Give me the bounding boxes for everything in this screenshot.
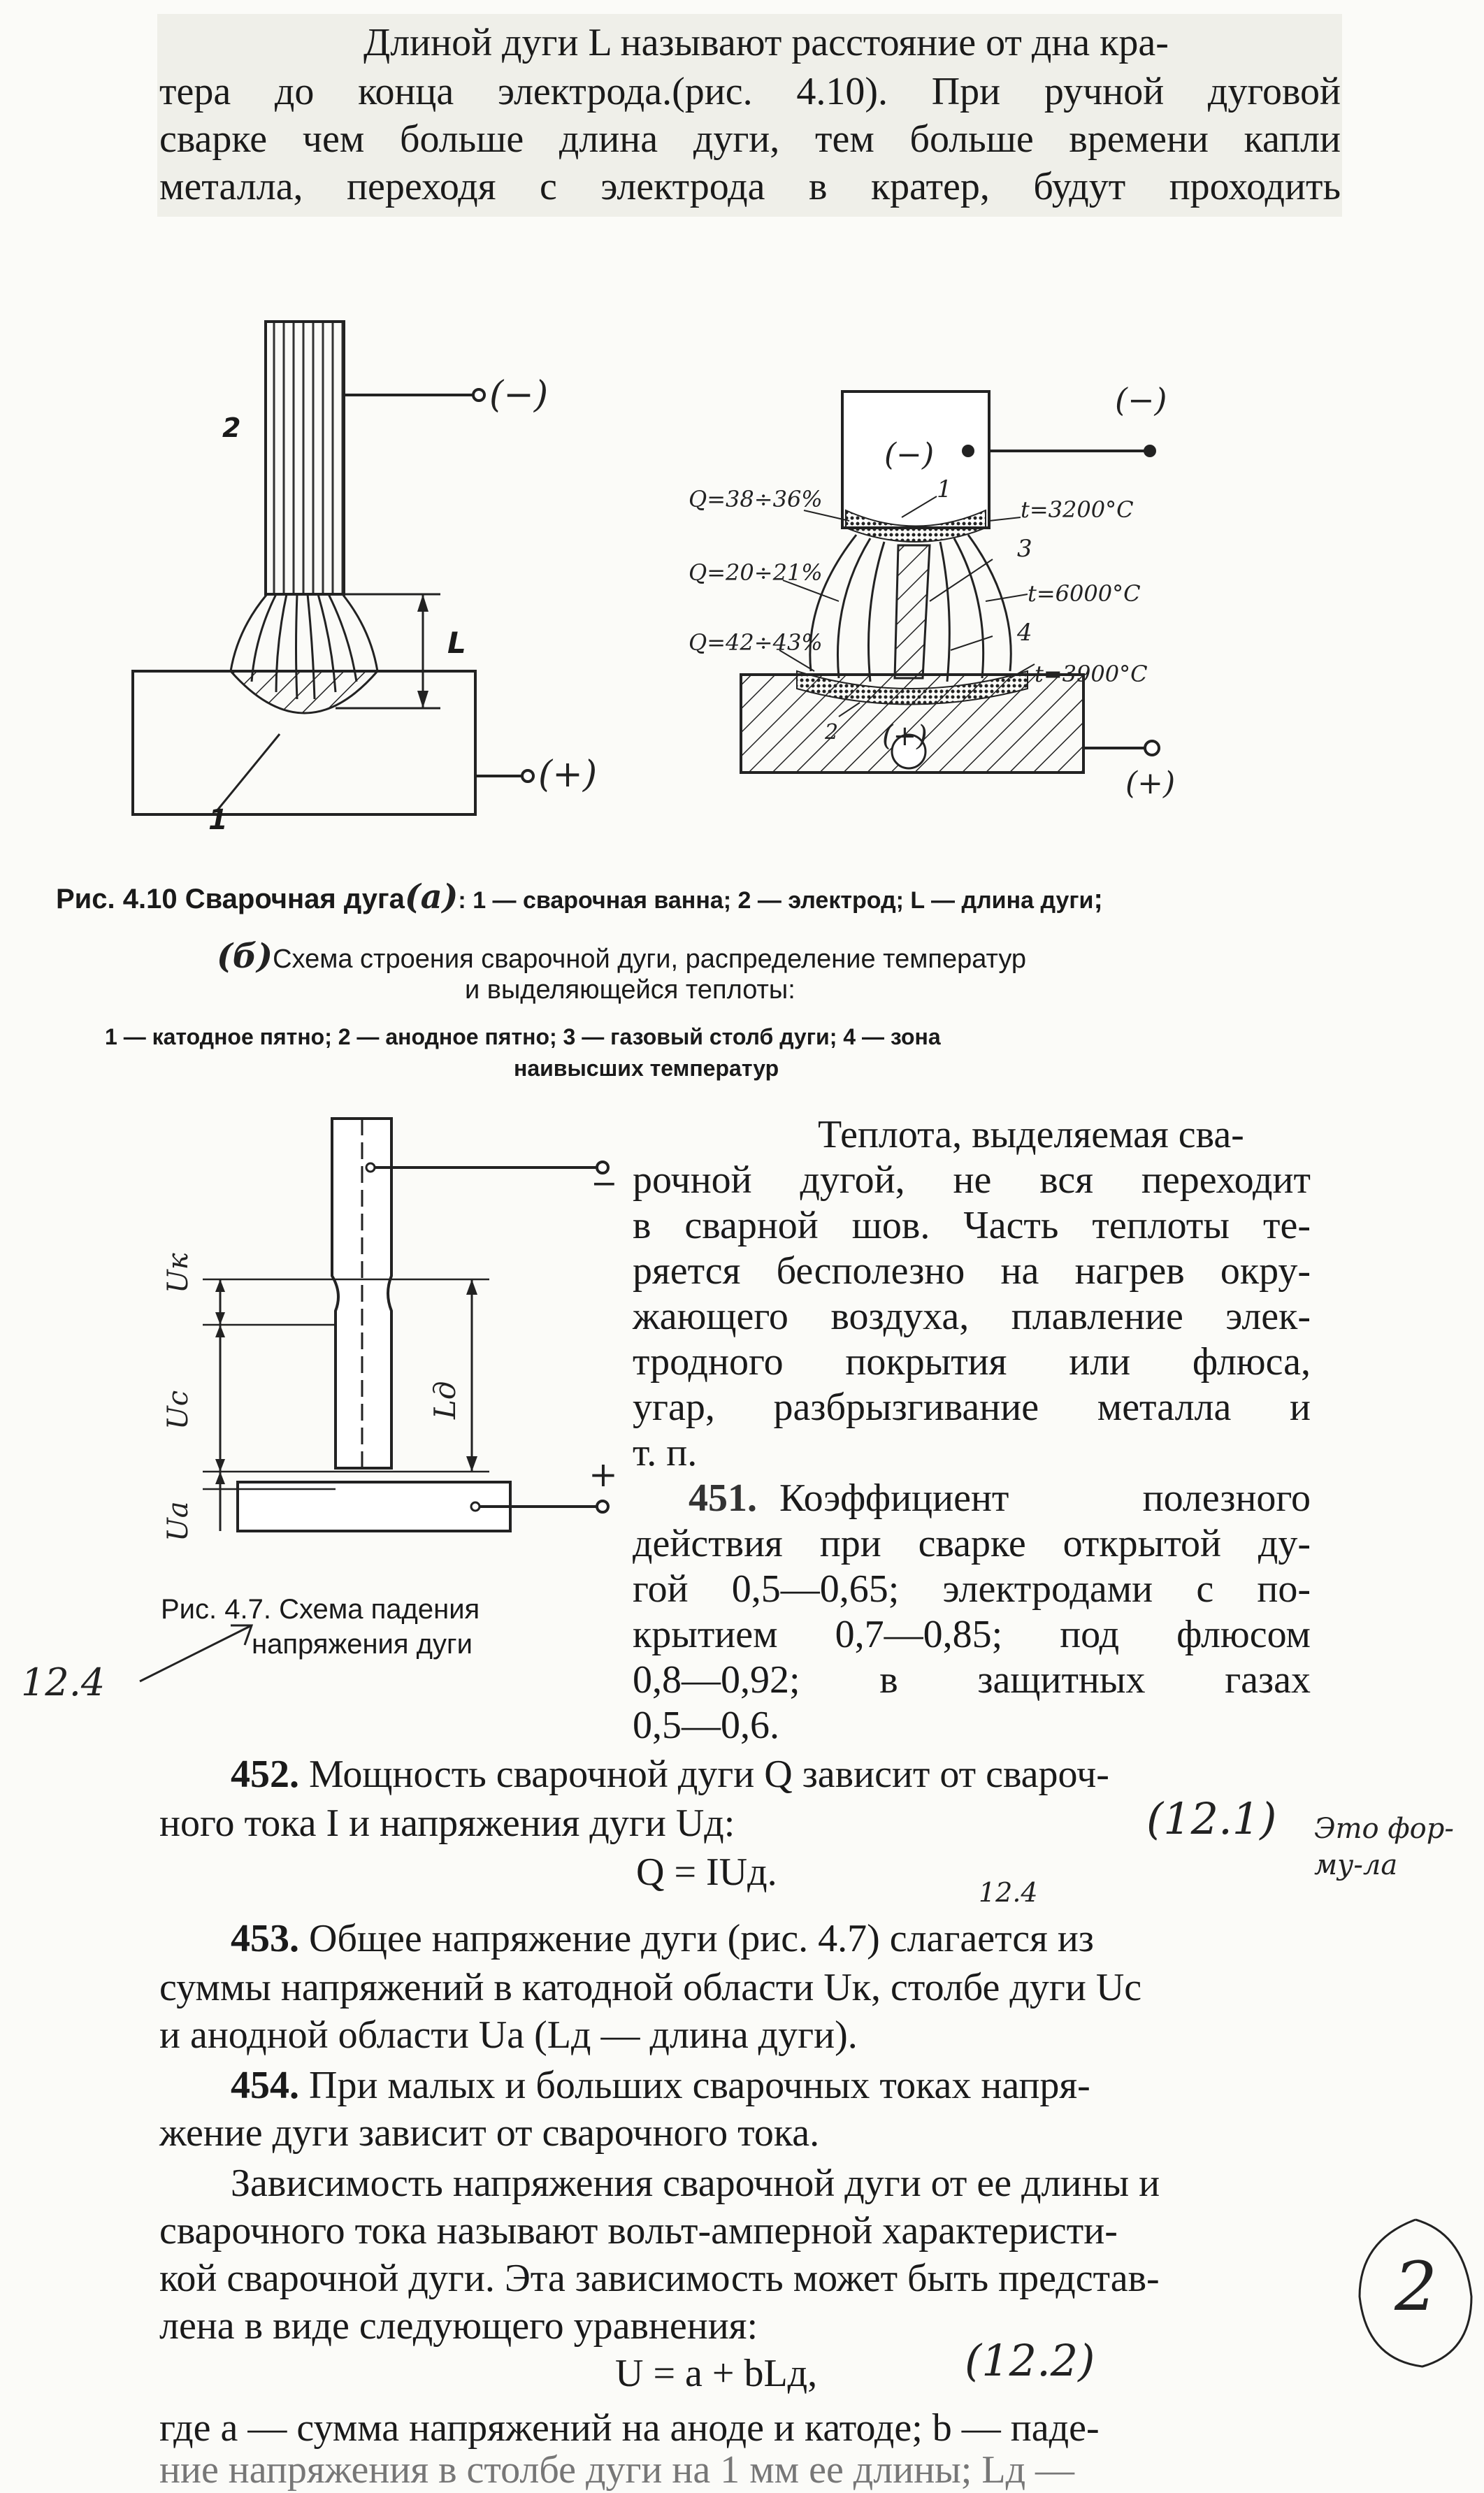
caption-410-line-4: 1 — катодное пятно; 2 — анодное пятно; 3 — газовый столб дуги; 4 — зона bbox=[105, 1024, 941, 1049]
handwritten-circle bbox=[1346, 2213, 1478, 2373]
power-number: 452. bbox=[231, 1753, 299, 1796]
caption-410-line-5: наивысших температур bbox=[514, 1056, 779, 1081]
fig-b-n3: 3 bbox=[1017, 535, 1032, 563]
eff-line-4: крытием 0,7—0,85; под флюсом bbox=[633, 1613, 1311, 1656]
caption-410-start: Рис. 4.10 Сварочная дуга bbox=[56, 884, 405, 914]
gas-column bbox=[895, 545, 930, 678]
fig-c-ua: Uа bbox=[162, 1501, 194, 1542]
caption-410-end: ; bbox=[1093, 884, 1103, 914]
eff-number: 451. bbox=[689, 1477, 757, 1520]
current-line-1 bbox=[231, 2062, 1090, 2108]
current-number: 454. bbox=[231, 2064, 299, 2107]
vac-formula: U = a + bLд, bbox=[615, 2352, 818, 2395]
side-line-4: ряется бесполезно на нагрев окру- bbox=[633, 1249, 1311, 1293]
fig-b-n2: 2 bbox=[825, 720, 839, 745]
power-hand-side: Это фор-му-ла bbox=[1314, 1813, 1454, 1881]
current-line-2: жение дуги зависит от сварочного тока. bbox=[159, 2111, 820, 2155]
fig-c-minus: − bbox=[591, 1164, 618, 1202]
caption-410-rest: : 1 — сварочная ванна; 2 — электрод; L — длина дуги bbox=[458, 887, 1094, 914]
fig-b-n1: 1 bbox=[937, 475, 952, 503]
fig-b-plus-inner: (+) bbox=[882, 720, 928, 752]
voltage-line-1 bbox=[231, 1916, 1094, 1962]
caption-410-line-1 bbox=[56, 877, 1103, 917]
fig-a-plus: (+) bbox=[538, 754, 598, 796]
eff-first: Коэффициент полезного bbox=[779, 1477, 1311, 1520]
fig-a-label-L: L bbox=[447, 626, 466, 660]
figure-voltage-drop bbox=[161, 1112, 636, 1559]
power-formula: Q = IUд. bbox=[636, 1851, 777, 1894]
bottom-line-2: ние напряжения в столбе дуги на 1 мм ее длины; Lд — bbox=[159, 2448, 1075, 2492]
voltage-text-1: Общее напряжение дуги (рис. 4.7) слагается из bbox=[309, 1917, 1094, 1960]
side-line-5: жающего воздуха, плавление элек- bbox=[633, 1295, 1311, 1338]
side-line-6: тродного покрытия или флюса, bbox=[633, 1340, 1311, 1384]
caption-410-line-2 bbox=[217, 937, 1026, 976]
vac-line-2: сварочного тока называют вольт-амперной характеристи- bbox=[159, 2209, 1118, 2253]
bottom-line-1: где a — сумма напряжений на аноде и катоде; b — паде- bbox=[159, 2406, 1100, 2450]
fig-c-lg: Lд bbox=[428, 1381, 462, 1419]
caption-47-line-2: напряжения дуги bbox=[252, 1629, 473, 1660]
vac-line-4: лена в виде следующего уравнения: bbox=[159, 2304, 758, 2348]
eff-line-2: действия при сварке открытой ду- bbox=[633, 1522, 1311, 1565]
fig-a-minus: (−) bbox=[489, 374, 549, 416]
fig-b-q1: Q=38÷36% bbox=[689, 486, 823, 512]
fig-a-label-1: 1 bbox=[208, 804, 228, 836]
fig-b-minus-top: (−) bbox=[1115, 381, 1167, 419]
top-line-2: тера до конца электрода.(рис. 4.10). При ручной дуговой bbox=[159, 70, 1341, 113]
side-line-2: рочной дугой, не вся переходит bbox=[633, 1158, 1311, 1202]
side-line-1: Теплота, выделяемая сва- bbox=[818, 1113, 1244, 1156]
side-line-3: в сварной шов. Часть теплоты те- bbox=[633, 1204, 1311, 1247]
caption-47-hand-note: 12.4 bbox=[21, 1660, 106, 1704]
caption-47-line-1: Рис. 4.7. Схема падения bbox=[161, 1594, 480, 1625]
eff-line-1 bbox=[689, 1475, 1311, 1521]
fig-b-minus-inner: (−) bbox=[884, 437, 935, 473]
vac-hand-eq: (12.2) bbox=[965, 2335, 1095, 2386]
caption-410-mark-a: (а) bbox=[404, 877, 459, 917]
voltage-line-2: суммы напряжений в катодной области Uк, столбе дуги Uс bbox=[159, 1966, 1142, 2009]
fig-b-q2: Q=20÷21% bbox=[689, 559, 823, 586]
voltage-number: 453. bbox=[231, 1917, 299, 1960]
eff-line-5: 0,8—0,92; в защитных газах bbox=[633, 1658, 1311, 1702]
handwritten-arrow bbox=[133, 1611, 273, 1695]
fig-b-q3: Q=42÷43% bbox=[689, 629, 823, 656]
side-line-8: т. п. bbox=[633, 1431, 698, 1474]
vac-hand-page: 2 bbox=[1395, 2248, 1438, 2326]
fig-b-t1: t=3200°C bbox=[1021, 496, 1134, 523]
caption-410-mark-b: (б) bbox=[217, 937, 273, 976]
caption-410-line-2-text: Схема строения сварочной дуги, распределение температур bbox=[273, 944, 1027, 974]
fig-c-uk: Uк bbox=[162, 1253, 194, 1293]
power-hand-eq: (12.1) bbox=[1146, 1793, 1277, 1844]
vac-line-1: Зависимость напряжения сварочной дуги от ее длины и bbox=[231, 2162, 1160, 2205]
top-line-1: Длиной дуги L называют расстояние от дна кра- bbox=[363, 21, 1169, 64]
fig-b-n4: 4 bbox=[1017, 619, 1032, 647]
caption-410-line-3: и выделяющейся теплоты: bbox=[465, 975, 795, 1005]
power-line-1 bbox=[231, 1751, 1109, 1797]
side-line-7: угар, разбрызгивание металла и bbox=[633, 1386, 1311, 1429]
top-line-3: сварке чем больше длина дуги, тем больше времени капли bbox=[159, 117, 1341, 161]
fig-b-t3: t=3900°C bbox=[1035, 661, 1148, 687]
fig-c-plus: + bbox=[589, 1454, 618, 1495]
fig-a-label-2: 2 bbox=[222, 412, 241, 443]
voltage-line-3: и анодной области Uа (Lд — длина дуги). bbox=[159, 2013, 858, 2057]
fig-b-plus-out: (+) bbox=[1125, 766, 1176, 801]
power-text-1: Мощность сварочной дуги Q зависит от свароч- bbox=[309, 1753, 1109, 1796]
power-line-2: ного тока I и напряжения дуги Uд: bbox=[159, 1802, 735, 1845]
eff-line-3: гой 0,5—0,65; электродами с по- bbox=[633, 1567, 1311, 1611]
vac-line-3: кой сварочной дуги. Эта зависимость может быть представ- bbox=[159, 2257, 1160, 2300]
current-text-1: При малых и больших сварочных токах напря- bbox=[309, 2064, 1090, 2107]
fig-b-t2: t=6000°C bbox=[1028, 580, 1141, 607]
electrode bbox=[266, 322, 344, 594]
top-line-4: металла, переходя с электрода в кратер, будут проходить bbox=[159, 165, 1341, 208]
voltage-hand-fix: 12.4 bbox=[979, 1877, 1038, 1908]
fig-c-uc: Uc bbox=[162, 1390, 194, 1430]
eff-line-6: 0,5—0,6. bbox=[633, 1704, 779, 1747]
